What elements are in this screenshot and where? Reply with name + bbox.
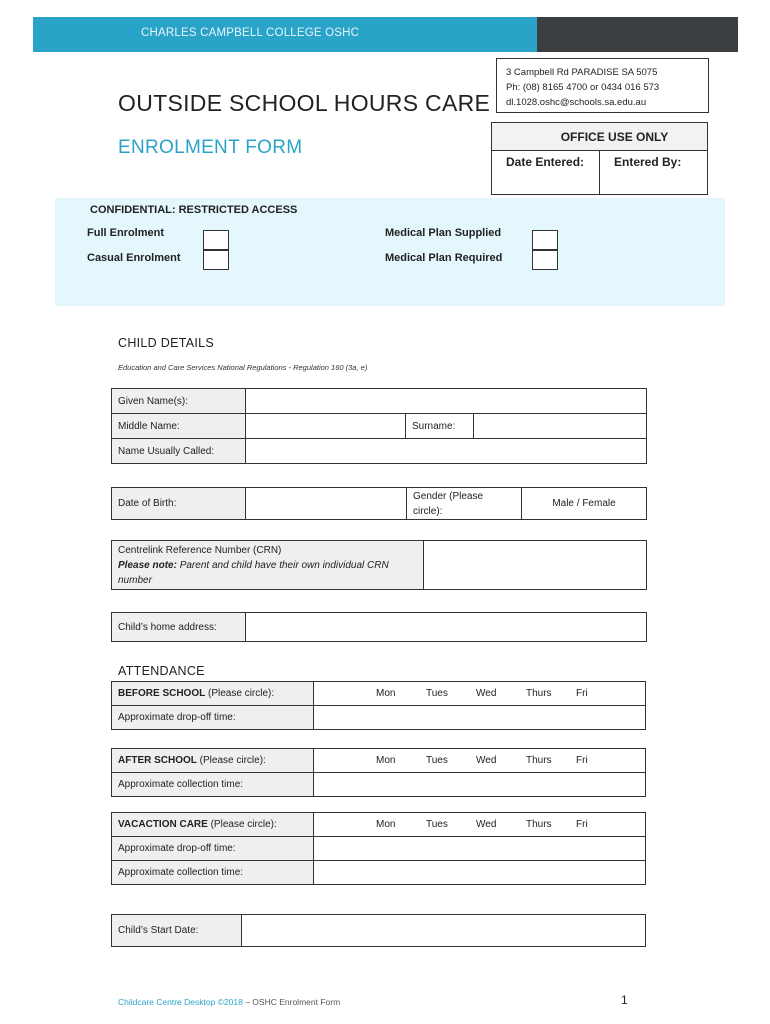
vc-dropoff-time-field[interactable] <box>314 837 646 861</box>
page-number: 1 <box>621 993 628 1007</box>
collection-time-label: Approximate collection time: <box>112 773 314 797</box>
footer-form-name: – OSHC Enrolment Form <box>242 997 341 1007</box>
footer-copyright: Childcare Centre Desktop ©2018 <box>118 997 243 1007</box>
child-details-heading: CHILD DETAILS <box>118 336 215 350</box>
regulation-note: Education and Care Services National Regulations - Regulation 160 (3a, e) <box>118 363 368 372</box>
confidential-title: CONFIDENTIAL: RESTRICTED ACCESS <box>90 204 298 216</box>
after-school-days <box>314 749 646 773</box>
day-tues[interactable]: Tues <box>426 688 448 699</box>
entered-by-field[interactable]: Entered By: <box>614 155 682 169</box>
usually-called-label: Name Usually Called: <box>112 439 246 464</box>
crn-note <box>118 558 417 588</box>
phone-line: Ph: (08) 8165 4700 or 0434 016 573 <box>506 82 660 93</box>
address-table <box>111 612 647 642</box>
vc-collection-time-field[interactable] <box>314 861 646 885</box>
email-line: dl.1028.oshc@schools.sa.edu.au <box>506 97 647 108</box>
vacation-care-bold: VACACTION CARE <box>118 819 208 830</box>
day-tues[interactable]: Tues <box>426 819 448 830</box>
vc-collection-time-label: Approximate collection time: <box>112 861 314 885</box>
day-wed[interactable]: Wed <box>476 819 497 830</box>
dob-table <box>111 487 647 520</box>
day-thurs[interactable]: Thurs <box>526 688 552 699</box>
confidential-panel <box>55 198 725 306</box>
vacation-care-label <box>112 813 314 837</box>
day-options <box>320 688 639 699</box>
full-enrolment-label: Full Enrolment <box>87 227 164 239</box>
name-table <box>111 388 647 464</box>
crn-note-text: Parent and child have their own individual CRN number <box>118 559 389 586</box>
dob-label: Date of Birth: <box>112 488 246 520</box>
vc-dropoff-time-label: Approximate drop-off time: <box>112 837 314 861</box>
usually-called-field[interactable] <box>246 439 647 464</box>
gender-options[interactable]: Male / Female <box>522 488 647 520</box>
casual-enrolment-label: Casual Enrolment <box>87 252 181 264</box>
after-school-label <box>112 749 314 773</box>
start-date-label: Child’s Start Date: <box>112 915 242 947</box>
date-entered-field[interactable]: Date Entered: <box>492 151 600 194</box>
surname-label: Surname: <box>406 414 474 439</box>
start-date-table <box>111 914 646 947</box>
page-subtitle: ENROLMENT FORM <box>118 137 303 158</box>
day-mon[interactable]: Mon <box>376 755 396 766</box>
crn-label-cell <box>112 541 424 590</box>
college-name: CHARLES CAMPBELL COLLEGE OSHC <box>141 27 360 39</box>
attendance-heading: ATTENDANCE <box>118 664 205 678</box>
day-mon[interactable]: Mon <box>376 819 396 830</box>
start-date-field[interactable] <box>242 915 646 947</box>
day-thurs[interactable]: Thurs <box>526 755 552 766</box>
medical-plan-required-label: Medical Plan Required <box>385 252 503 264</box>
before-school-table <box>111 681 646 730</box>
middle-name-field[interactable] <box>246 414 406 439</box>
collection-time-field[interactable] <box>314 773 646 797</box>
before-school-days <box>314 682 646 706</box>
address-box <box>496 58 709 113</box>
day-options <box>320 819 639 830</box>
given-names-label: Given Name(s): <box>112 389 246 414</box>
surname-field[interactable] <box>474 414 647 439</box>
vacation-care-rest: (Please circle): <box>207 819 277 830</box>
vacation-care-table <box>111 812 646 885</box>
crn-label: Centrelink Reference Number (CRN) <box>118 544 282 556</box>
before-school-label <box>112 682 314 706</box>
medical-plan-supplied-checkbox[interactable] <box>532 230 558 250</box>
day-mon[interactable]: Mon <box>376 688 396 699</box>
after-school-rest: (Please circle): <box>196 755 266 766</box>
footer-text <box>118 997 340 1007</box>
dropoff-time-field[interactable] <box>314 706 646 730</box>
day-wed[interactable]: Wed <box>476 755 497 766</box>
middle-name-label: Middle Name: <box>112 414 246 439</box>
before-school-bold: BEFORE SCHOOL <box>118 688 206 699</box>
day-options <box>320 755 639 766</box>
crn-note-bold: Please note: <box>118 559 177 571</box>
crn-table <box>111 540 647 590</box>
header-banner-dark <box>537 17 738 52</box>
full-enrolment-checkbox[interactable] <box>203 230 229 250</box>
after-school-bold: AFTER SCHOOL <box>118 755 197 766</box>
day-tues[interactable]: Tues <box>426 755 448 766</box>
address-line: 3 Campbell Rd PARADISE SA 5075 <box>506 67 658 78</box>
medical-plan-supplied-label: Medical Plan Supplied <box>385 227 502 239</box>
dob-field[interactable] <box>246 488 407 520</box>
casual-enrolment-checkbox[interactable] <box>203 250 229 270</box>
home-address-field[interactable] <box>246 613 647 642</box>
office-use-title: OFFICE USE ONLY <box>492 123 707 151</box>
gender-label: Gender (Please circle): <box>407 488 522 520</box>
page-title: OUTSIDE SCHOOL HOURS CARE <box>118 90 491 116</box>
day-fri[interactable]: Fri <box>576 755 588 766</box>
day-wed[interactable]: Wed <box>476 688 497 699</box>
day-fri[interactable]: Fri <box>576 688 588 699</box>
before-school-rest: (Please circle): <box>205 688 275 699</box>
day-fri[interactable]: Fri <box>576 819 588 830</box>
given-names-field[interactable] <box>246 389 647 414</box>
crn-field[interactable] <box>424 541 647 590</box>
medical-plan-required-checkbox[interactable] <box>532 250 558 270</box>
vacation-care-days <box>314 813 646 837</box>
day-thurs[interactable]: Thurs <box>526 819 552 830</box>
dropoff-time-label: Approximate drop-off time: <box>112 706 314 730</box>
home-address-label: Child’s home address: <box>112 613 246 642</box>
after-school-table <box>111 748 646 797</box>
office-use-box <box>491 122 708 195</box>
header-banner <box>33 17 537 52</box>
